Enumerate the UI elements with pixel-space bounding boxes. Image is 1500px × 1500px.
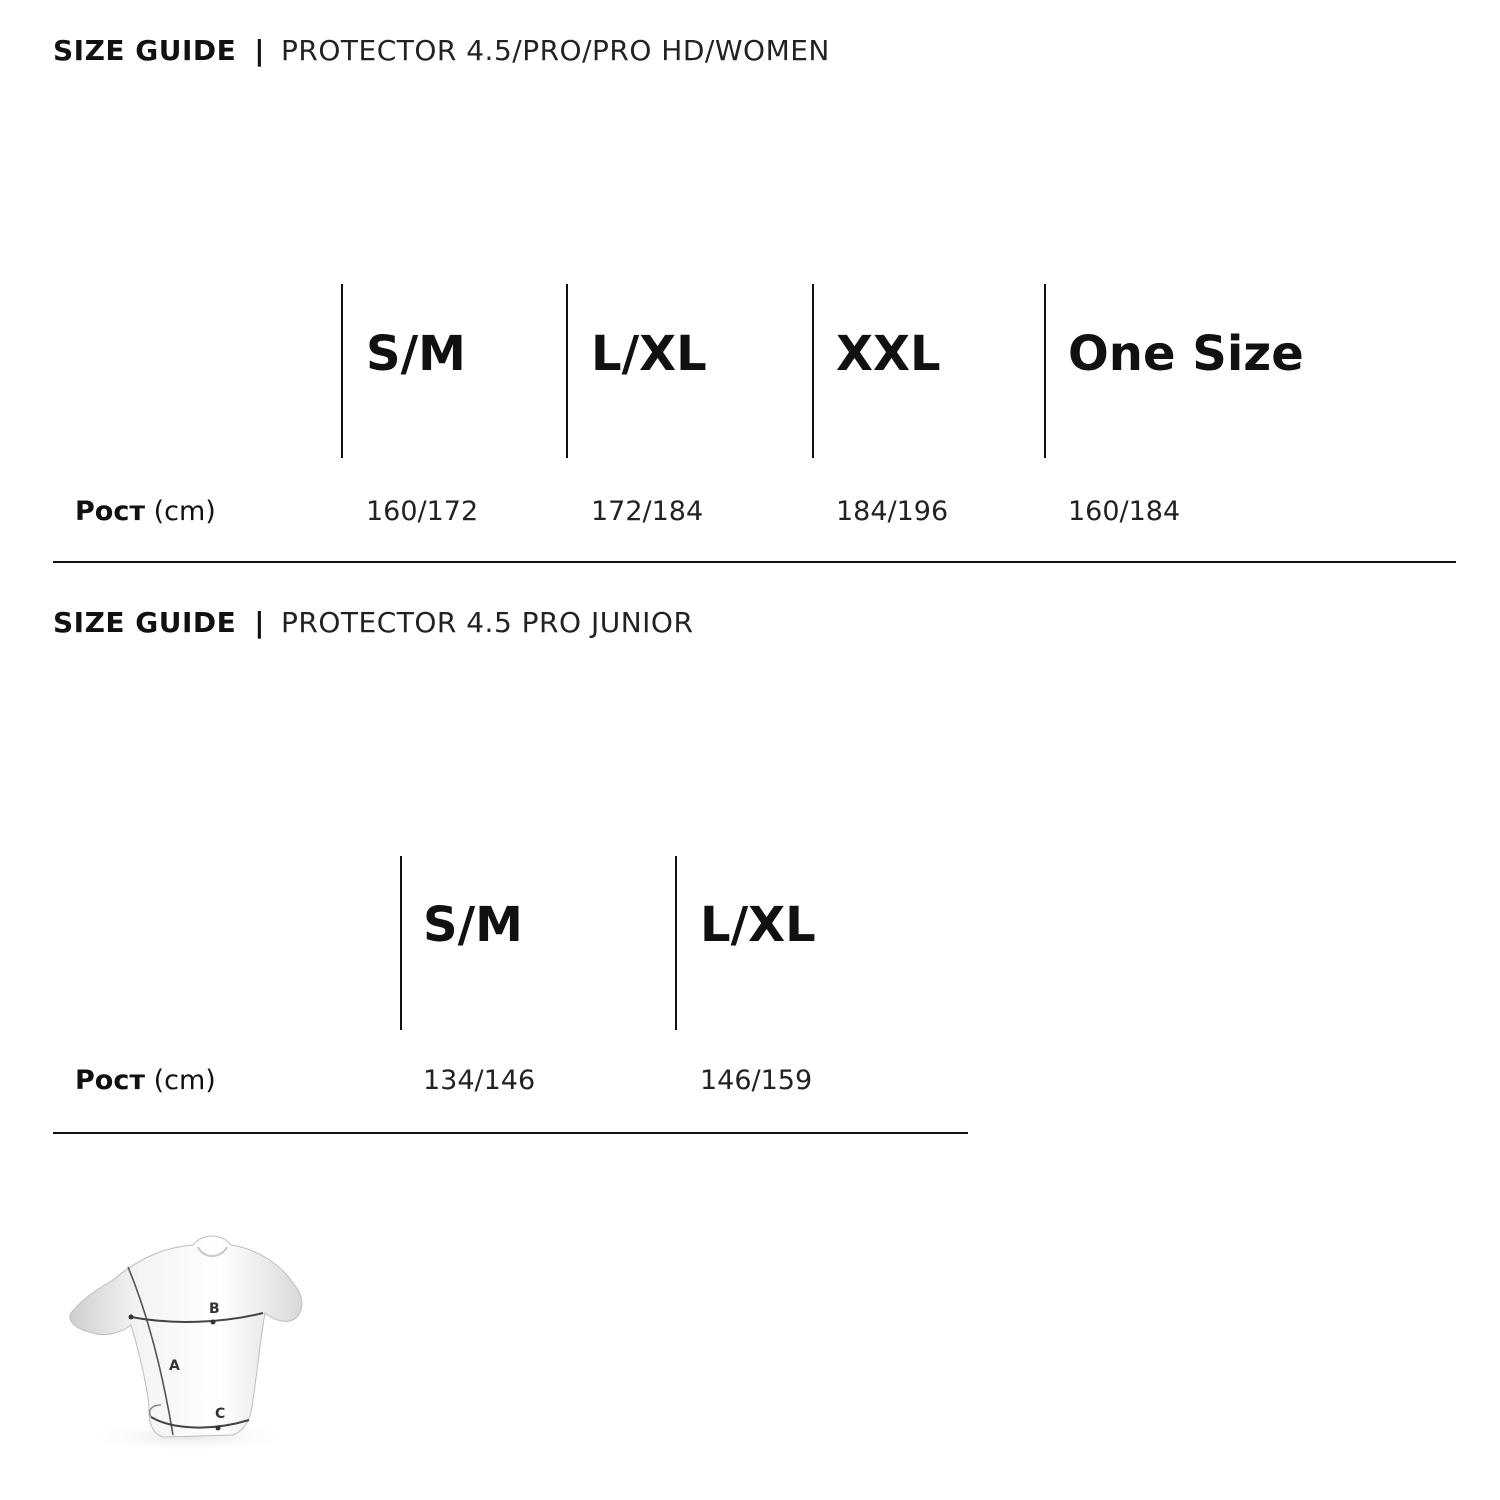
size-guide-label: SIZE GUIDE	[53, 34, 237, 67]
size-guide-title-2	[53, 606, 694, 639]
title-separator: |	[254, 34, 266, 67]
label-a: A	[169, 1358, 180, 1374]
row-label-height	[75, 1067, 216, 1094]
height-value-lxl: 146/159	[700, 1065, 813, 1096]
column-divider	[400, 856, 402, 1030]
column-divider	[675, 856, 677, 1030]
label-c: C	[215, 1406, 226, 1422]
height-value-sm: 160/172	[366, 496, 479, 527]
row-label-unit: (cm)	[153, 1065, 216, 1096]
product-name: PROTECTOR 4.5 PRO JUNIOR	[281, 606, 694, 639]
size-header-sm: S/M	[423, 897, 523, 953]
row-label-height	[75, 498, 216, 525]
size-guide-label: SIZE GUIDE	[53, 606, 237, 639]
column-divider	[341, 284, 343, 458]
column-divider	[812, 284, 814, 458]
title-separator: |	[254, 606, 266, 639]
height-value-one-size: 160/184	[1068, 496, 1181, 527]
column-divider	[566, 284, 568, 458]
size-header-sm: S/M	[366, 326, 466, 382]
column-divider	[1044, 284, 1046, 458]
height-value-lxl: 172/184	[591, 496, 704, 527]
label-b: B	[209, 1301, 220, 1317]
row-label-text: Рост	[75, 496, 145, 527]
row-label-unit: (cm)	[153, 496, 216, 527]
size-header-lxl: L/XL	[591, 326, 707, 382]
torso-measurement-figure	[53, 1225, 323, 1455]
size-header-one-size: One Size	[1068, 326, 1304, 382]
row-label-text: Рост	[75, 1065, 145, 1096]
table-bottom-rule	[53, 561, 1456, 563]
size-header-lxl: L/XL	[700, 897, 816, 953]
height-value-xxl: 184/196	[836, 496, 949, 527]
product-name: PROTECTOR 4.5/PRO/PRO HD/WOMEN	[281, 34, 830, 67]
torso-illustration	[53, 1225, 323, 1455]
table-bottom-rule	[53, 1132, 968, 1134]
size-guide-title-1	[53, 34, 830, 67]
size-header-xxl: XXL	[836, 326, 941, 382]
height-value-sm: 134/146	[423, 1065, 536, 1096]
